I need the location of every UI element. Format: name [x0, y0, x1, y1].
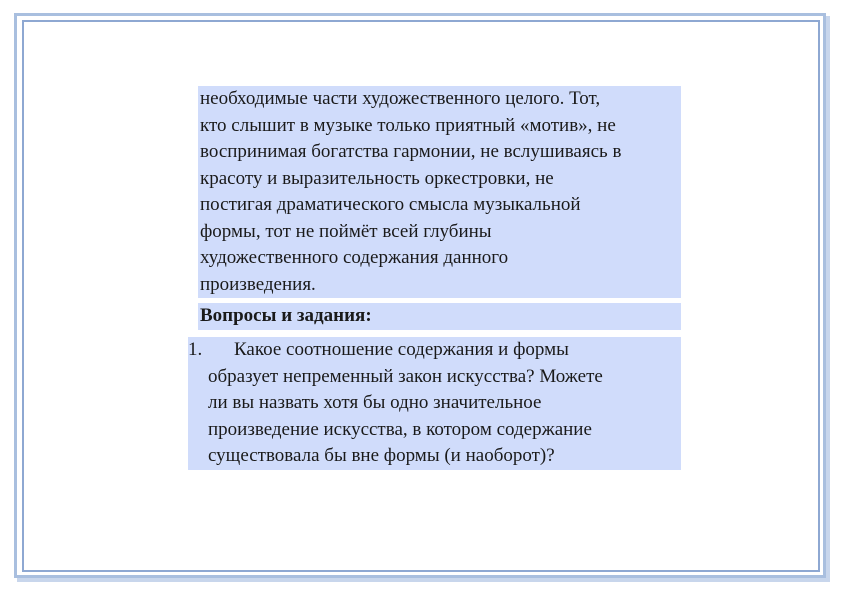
paragraph-line: необходимые части художественного целого. Тот,	[200, 88, 601, 109]
section-heading: Вопросы и задания:	[198, 303, 681, 330]
question-line: существовала бы вне формы (и наоборот)?	[208, 445, 555, 466]
question-line: Какое соотношение содержания и формы	[234, 339, 569, 360]
paragraph-line: произведения.	[200, 273, 316, 295]
paragraph-line: воспринимая богатства гармонии, не вслушиваясь в	[200, 141, 622, 162]
paragraph-line: постигая драматического смысла музыкальной	[200, 194, 581, 215]
question-first-line	[188, 337, 681, 364]
paragraph-line: красоту и выразительность оркестровки, не	[200, 167, 554, 189]
paragraph-line: кто слышит в музыке только приятный «мотив», не	[200, 114, 616, 136]
question-number: 1.	[188, 339, 203, 360]
frame-shadow	[826, 16, 830, 581]
question-line: образует непременный закон искусства? Можете	[208, 365, 603, 387]
paragraph-line: художественного содержания данного	[200, 247, 509, 268]
frame-shadow	[17, 578, 830, 582]
question-line: произведение искусства, в котором содержание	[208, 418, 592, 440]
question-item	[188, 337, 681, 470]
paragraph-line: формы, тот не поймёт всей глубины	[200, 220, 492, 242]
body-paragraph	[198, 86, 681, 298]
question-line: ли вы назвать хотя бы одно значительное	[208, 392, 542, 413]
